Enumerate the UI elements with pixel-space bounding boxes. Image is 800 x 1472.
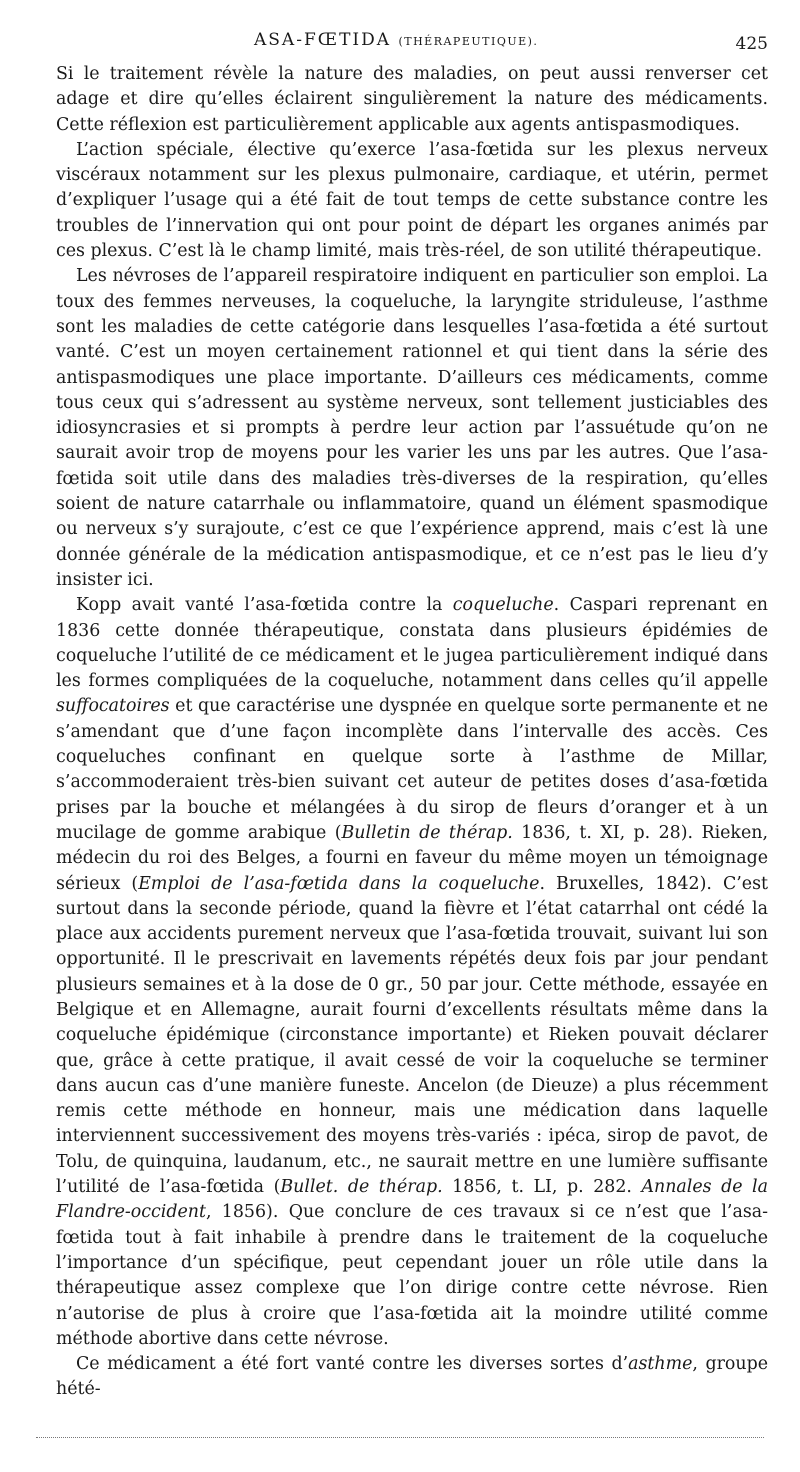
page-number: 425 <box>735 34 768 54</box>
running-title <box>254 30 538 50</box>
paragraph <box>56 264 768 593</box>
text-segment: 1856, t. LI, p. 282. <box>442 1177 642 1198</box>
footer-rule <box>36 1437 764 1438</box>
paragraph <box>56 593 768 1352</box>
text-segment: Si le traitement révèle la nature des maladies, on peut aussi renverser cet adage et dire qu’elles éclairent singulièrement la nature des médicaments. Cette réflexion est particulièrement applicable aux agents antispasmodiques. <box>56 64 768 135</box>
italic-text: suffocatoires <box>56 696 170 717</box>
page <box>56 30 768 1403</box>
running-title-sub: (THÉRAPEUTIQUE). <box>398 35 539 48</box>
text-segment: Kopp avait vanté l’asa-fœtida contre la <box>76 595 453 616</box>
italic-text: coqueluche <box>452 595 554 616</box>
italic-text: Bulletin de thérap. <box>341 822 513 843</box>
italic-text: Annales de la Flandre-occident <box>56 1177 768 1223</box>
body-text <box>56 62 768 1403</box>
text-segment: Ce médicament a été fort vanté contre les diverses sortes d’ <box>76 1354 629 1375</box>
text-segment: L’action spéciale, élective qu’exerce l’asa-fœtida sur les plexus nerveux viscéraux notamment sur les plexus pulmonaire, cardiaque, et utérin, permet d’expliquer l’usage qui a été fait de tout temps de cette substance contre les troubles de l’innervation qui ont pour point de départ les organes animés par ces plexus. C’est là le champ limité, mais très-réel, de son utilité thérapeutique. <box>56 139 768 262</box>
text-segment: Les névroses de l’appareil respiratoire indiquent en particulier son emploi. La toux des femmes nerveuses, la coqueluche, la laryngite striduleuse, l’asthme sont les maladies de cette catégorie dans lesquelles l’asa-fœtida a été surtout vanté. C’est un moyen certainement rationnel et qui tient dans la série des antispasmodiques une place importante. D’ailleurs ces médicaments, comme tous ceux qui s’adressent au système nerveux, sont tellement justiciables des idiosyncrasies et si prompts à perdre leur action par l’assuétude qu’on ne saurait avoir trop de moyens pour les varier les uns par les autres. Que l’asa-fœtida soit utile dans des maladies très-diverses de la respiration, qu’elles soient de nature catarrhale ou inflammatoire, quand un élément spasmodique ou nerveux s’y surajoute, c’est ce que l’expérience apprend, mais c’est là une donnée générale de la médication antispasmodique, et ce n’est pas le lieu d’y insister ici. <box>56 266 768 590</box>
text-segment: et que caractérise une dyspnée en quelque sorte permanente et ne s’amendant que d’une façon incomplète dans l’intervalle des accès. Ces coqueluches confinant en quelque sorte à l’asthme de Millar, s’accommoderaient très-bien suivant cet auteur de petites doses d’asa-fœtida prises par la bouche et mélangées à du sirop de fleurs d’oranger et à un mucilage de gomme arabique ( <box>56 696 768 843</box>
text-segment: , 1856). Que conclure de ces travaux si ce n’est que l’asa-fœtida tout à fait inhabile à prendre dans le traitement de la coqueluche l’importance d’un spécifique, peut cependant jouer un rôle utile dans la thérapeutique assez complexe que l’on dirige contre cette névrose. Rien n’autorise de plus à croire que l’asa-fœtida ait la moindre utilité comme méthode abortive dans cette névrose. <box>56 1202 768 1349</box>
italic-text: Emploi de l’asa-fœtida dans la coqueluche <box>138 873 540 894</box>
text-segment: . Bruxelles, 1842). C’est surtout dans la seconde période, quand la fièvre et l’état catarrhal ont cédé la place aux accidents purement nerveux que l’asa-fœtida trouvait, suivant lui son opportunité. Il le prescrivait en lavements répétés deux fois par jour pendant plusieurs semaines et à la dose de 0 gr., 50 par jour. Cette méthode, essayée en Belgique et en Allemagne, aurait fourni d’excellents résultats même dans la coqueluche épidémique (circonstance importante) et Rieken pouvait déclarer que, grâce à cette pratique, il avait cessé de voir la coqueluche se terminer dans aucun cas d’une manière funeste. Ancelon (de Dieuze) a plus récemment remis cette méthode en honneur, mais une médication dans laquelle interviennent successivement des moyens très-variés : ipéca, sirop de pavot, de Tolu, de quinquina, laudanum, etc., ne saurait mettre en une lumière suffisante l’utilité de l’asa-fœtida ( <box>56 873 768 1198</box>
text-segment: . Caspari reprenant en 1836 cette donnée thérapeutique, constata dans plusieurs épidémies de coqueluche l’utilité de ce médicament et le jugea particulièrement indiqué dans les formes compliquées de la coqueluche, notamment dans celles qu’il appelle <box>56 595 768 692</box>
italic-text: Bullet. de thérap. <box>280 1177 443 1198</box>
italic-text: asthme <box>628 1354 693 1375</box>
paragraph <box>56 62 768 138</box>
text-segment: , groupe hété- <box>56 1354 768 1400</box>
paragraph <box>56 1352 768 1403</box>
running-title-main: ASA-FŒTIDA <box>254 30 392 50</box>
text-segment: 1836, t. XI, p. 28). Rieken, médecin du roi des Belges, a fourni en faveur du même moyen un témoignage sérieux ( <box>56 822 768 894</box>
running-header <box>56 30 768 62</box>
paragraph <box>56 138 768 264</box>
